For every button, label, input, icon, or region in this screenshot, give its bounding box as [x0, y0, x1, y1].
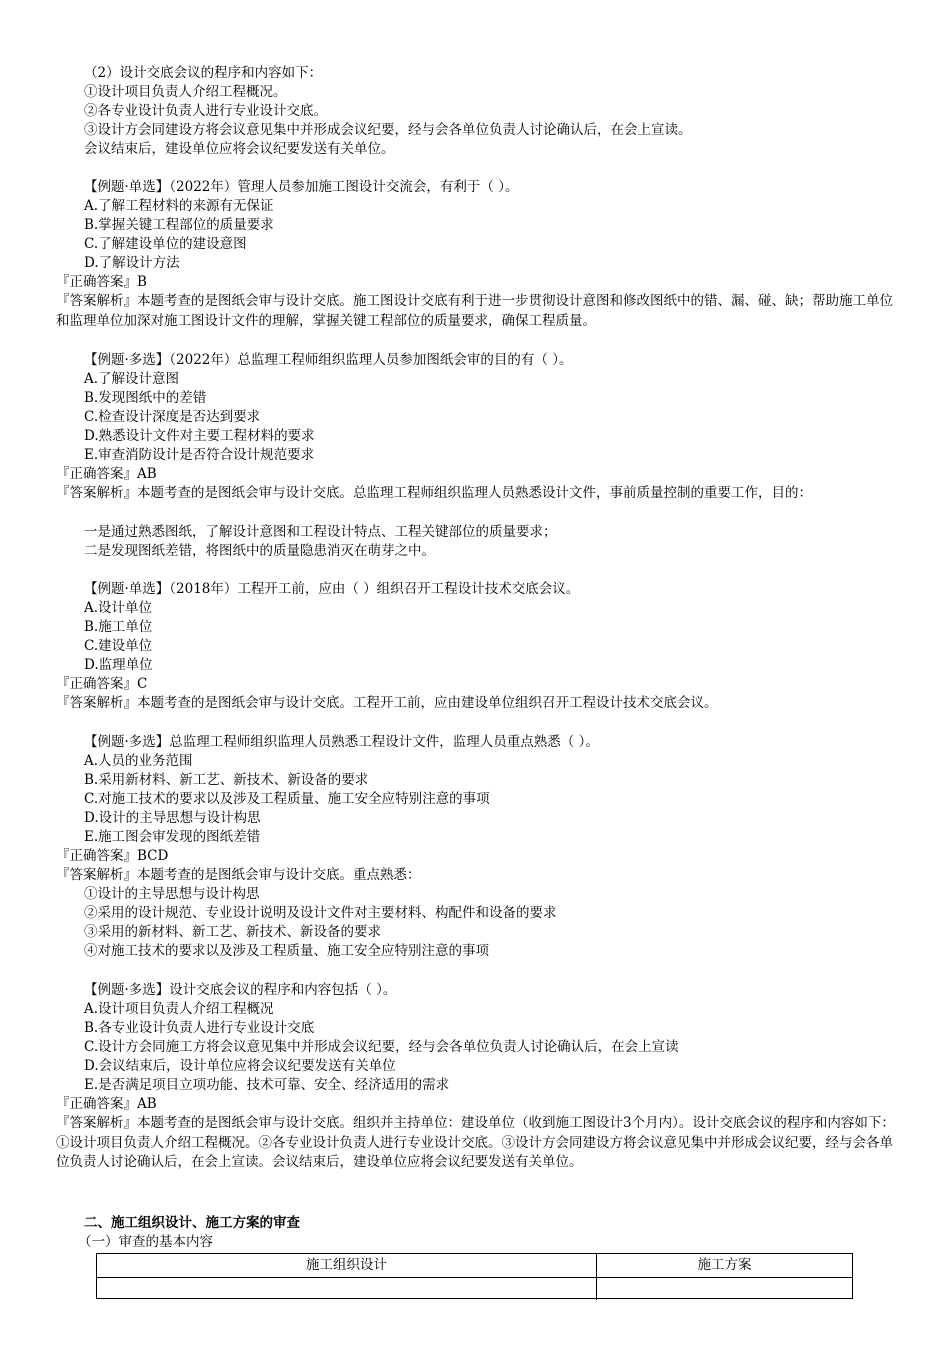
intro-item-3: ③设计方会同建设方将会议意见集中并形成会议纪要，经与会各单位负责人讨论确认后，在会上宣读。	[84, 122, 692, 138]
q1-option-b: B.掌握关键工程部位的质量要求	[84, 217, 274, 233]
intro-item-2: ②各专业设计负责人进行专业设计交底。	[84, 103, 327, 119]
intro-item-1: ①设计项目负责人介绍工程概况。	[84, 84, 287, 100]
q2-option-e: E.审查消防设计是否符合设计规范要求	[84, 447, 315, 463]
q2-point-2: 二是发现图纸差错，将图纸中的质量隐患消灭在萌芽之中。	[84, 543, 435, 559]
q2-stem: 【例题·多选】（2022年）总监理工程师组织监理人员参加图纸会审的目的有（ ）。	[84, 352, 573, 368]
q5-option-e: E.是否满足项目立项功能、技术可靠、安全、经济适用的需求	[84, 1077, 450, 1093]
table-row	[97, 1278, 597, 1300]
table-header-row	[97, 1254, 852, 1278]
q4-point-2: ②采用的设计规范、专业设计说明及设计文件对主要材料、构配件和设备的要求	[84, 905, 557, 921]
q2-point-1: 一是通过熟悉图纸，了解设计意图和工程设计特点、工程关键部位的质量要求；	[84, 524, 557, 540]
q5-option-a: A.设计项目负责人介绍工程概况	[84, 1001, 274, 1017]
q3-option-a: A.设计单位	[84, 600, 153, 616]
intro-heading: （2）设计交底会议的程序和内容如下：	[84, 65, 323, 81]
q3-answer: 『正确答案』C	[56, 676, 148, 692]
q4-option-a: A.人员的业务范围	[84, 753, 193, 769]
q4-answer: 『正确答案』BCD	[56, 848, 169, 864]
q2-answer: 『正确答案』AB	[56, 466, 157, 482]
table-header-construction-plan: 施工方案	[697, 1257, 752, 1273]
q4-point-3: ③采用的新材料、新工艺、新技术、新设备的要求	[84, 924, 381, 940]
q3-analysis: 『答案解析』本题考查的是图纸会审与设计交底。工程开工前，应由建设单位组织召开工程设计技术交底会议。	[56, 695, 718, 711]
review-content-table	[96, 1253, 853, 1299]
q3-option-b: B.施工单位	[84, 619, 153, 635]
q3-option-d: D.监理单位	[84, 657, 153, 673]
section-subtitle: （一）审查的基本内容	[78, 1234, 213, 1250]
q1-option-a: A.了解工程材料的来源有无保证	[84, 198, 274, 214]
q3-stem: 【例题·单选】（2018年）工程开工前，应由（ ）组织召开工程设计技术交底会议。	[84, 581, 580, 597]
q4-point-4: ④对施工技术的要求以及涉及工程质量、施工安全应特别注意的事项	[84, 943, 489, 959]
q5-option-b: B.各专业设计负责人进行专业设计交底	[84, 1020, 315, 1036]
section-title: 二、施工组织设计、施工方案的审查	[84, 1215, 300, 1231]
q2-analysis: 『答案解析』本题考查的是图纸会审与设计交底。总监理工程师组织监理人员熟悉设计文件，事前质量控制的重要工作，目的：	[56, 485, 812, 501]
q2-option-c: C.检查设计深度是否达到要求	[84, 409, 261, 425]
q4-option-d: D.设计的主导思想与设计构思	[84, 810, 261, 826]
q1-analysis: 『答案解析』本题考查的是图纸会审与设计交底。施工图设计交底有利于进一步贯彻设计意图和修改图纸中的错、漏、碰、缺；帮助施工单位和监理单位加深对施工图设计文件的理解，掌握关键工程部位的质量要求，确保工程质量。	[56, 293, 893, 329]
table-header-construction-design: 施工组织设计	[97, 1254, 597, 1277]
q4-point-1: ①设计的主导思想与设计构思	[84, 886, 260, 902]
q2-option-a: A.了解设计意图	[84, 371, 180, 387]
q5-option-c: C.设计方会同施工方将会议意见集中并形成会议纪要，经与会各单位负责人讨论确认后，在会上宣读	[84, 1039, 679, 1055]
q5-option-d: D.会议结束后，设计单位应将会议纪要发送有关单位	[84, 1058, 396, 1074]
q2-option-b: B.发现图纸中的差错	[84, 390, 207, 406]
q4-stem: 【例题·多选】总监理工程师组织监理人员熟悉工程设计文件，监理人员重点熟悉（ ）。	[84, 734, 599, 750]
q4-option-e: E.施工图会审发现的图纸差错	[84, 829, 261, 845]
q2-option-d: D.熟悉设计文件对主要工程材料的要求	[84, 428, 315, 444]
q4-option-c: C.对施工技术的要求以及涉及工程质量、施工安全应特别注意的事项	[84, 791, 490, 807]
q5-stem: 【例题·多选】设计交底会议的程序和内容包括（ ）。	[84, 982, 397, 998]
q4-analysis: 『答案解析』本题考查的是图纸会审与设计交底。重点熟悉：	[56, 867, 421, 883]
q4-option-b: B.采用新材料、新工艺、新技术、新设备的要求	[84, 772, 369, 788]
q5-analysis: 『答案解析』本题考查的是图纸会审与设计交底。组织并主持单位：建设单位（收到施工图设计3个月内）。设计交底会议的程序和内容如下：①设计项目负责人介绍工程概况。②各专业设计负责人进行专业设计交底。③设计方会同建设方将会议意见集中并形成会议纪要，经与会各单位负责人讨论确认后，在会上宣读。会议结束后，建设单位应将会议纪要发送有关单位。	[56, 1115, 895, 1170]
q1-option-c: C.了解建设单位的建设意图	[84, 236, 247, 252]
q1-answer: 『正确答案』B	[56, 274, 147, 290]
q1-stem: 【例题·单选】（2022年）管理人员参加施工图设计交流会，有利于（ ）。	[84, 179, 519, 195]
q5-answer: 『正确答案』AB	[56, 1096, 157, 1112]
q3-option-c: C.建设单位	[84, 638, 153, 654]
q1-option-d: D.了解设计方法	[84, 255, 180, 271]
intro-item-4: 会议结束后，建设单位应将会议纪要发送有关单位。	[84, 141, 395, 157]
